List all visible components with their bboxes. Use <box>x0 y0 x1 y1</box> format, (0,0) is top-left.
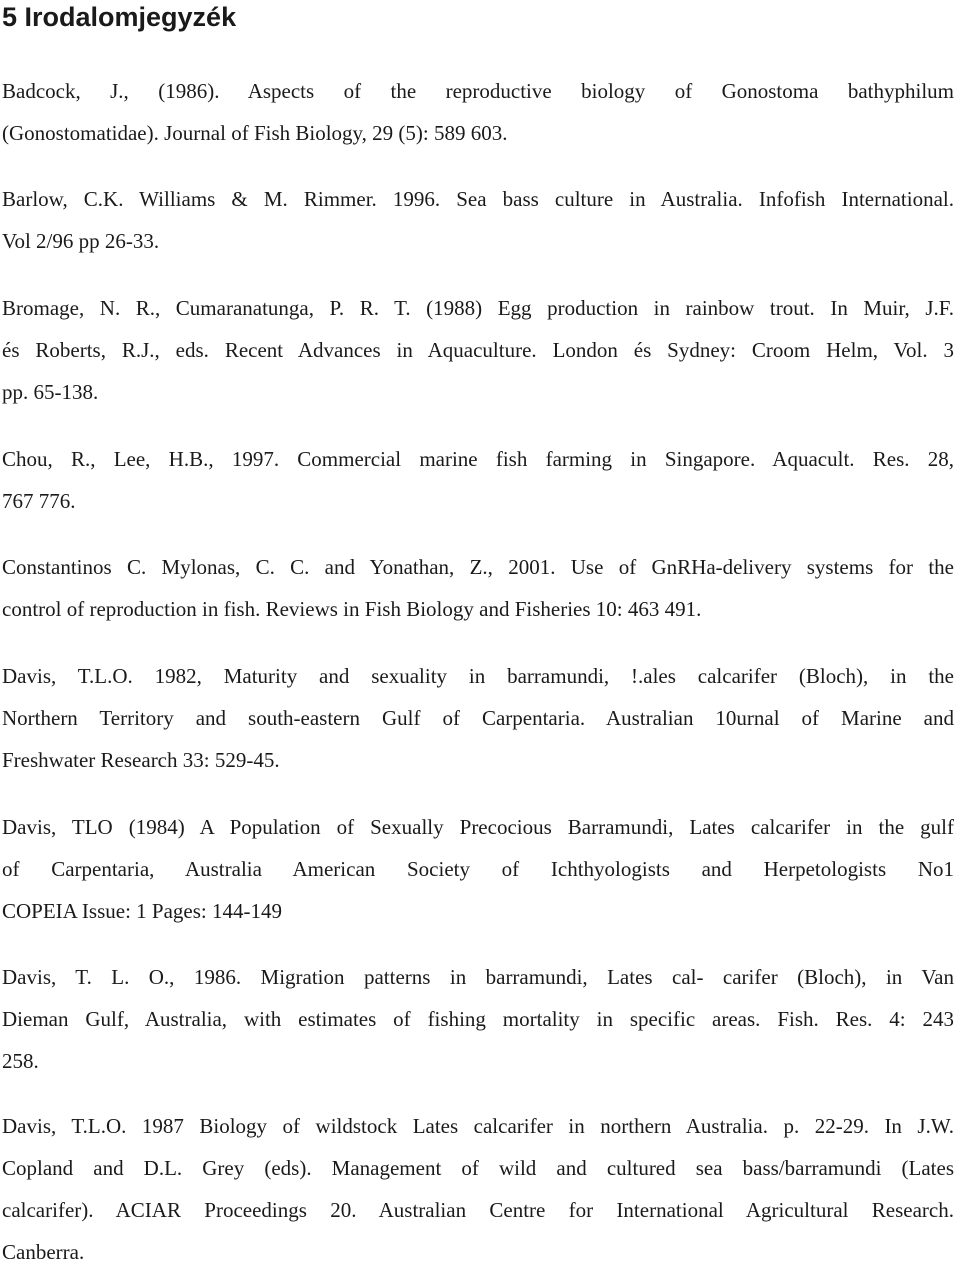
reference-line: control of reproduction in fish. Reviews in Fish Biology and Fisheries 10: 463 491. <box>2 597 702 621</box>
reference-line: (Gonostomatidae). Journal of Fish Biology, 29 (5): 589 603. <box>2 121 508 145</box>
reference-line: Badcock, J., (1986). Aspects of the reproductive biology of Gonostoma bathyphilum <box>2 79 954 103</box>
reference-line: Freshwater Research 33: 529-45. <box>2 748 280 772</box>
reference-entry <box>2 70 954 154</box>
reference-line: Davis, T.L.O. 1987 Biology of wildstock Lates calcarifer in northern Australia. p. 22-29. In J.W. <box>2 1114 954 1138</box>
reference-entry <box>2 287 954 413</box>
reference-line: pp. 65-138. <box>2 380 99 404</box>
reference-line: Vol 2/96 pp 26-33. <box>2 229 160 253</box>
reference-line: Copland and D.L. Grey (eds). Management of wild and cultured sea bass/barramundi (Lates <box>2 1156 954 1180</box>
reference-entry <box>2 1105 954 1273</box>
reference-line: Constantinos C. Mylonas, C. C. and Yonathan, Z., 2001. Use of GnRHa-delivery systems for the <box>2 555 954 579</box>
reference-line: Davis, T.L.O. 1982, Maturity and sexuality in barramundi, !.ales calcarifer (Bloch), in the <box>2 664 954 688</box>
reference-line: Northern Territory and south-eastern Gulf of Carpentaria. Australian 10urnal of Marine and <box>2 706 954 730</box>
reference-line: Chou, R., Lee, H.B., 1997. Commercial marine fish farming in Singapore. Aquacult. Res. 28, <box>2 447 954 471</box>
reference-line: Bromage, N. R., Cumaranatunga, P. R. T. (1988) Egg production in rainbow trout. In Muir, J.F. <box>2 296 954 320</box>
reference-entry <box>2 438 954 522</box>
reference-line: Dieman Gulf, Australia, with estimates of fishing mortality in specific areas. Fish. Res. 4: 243 <box>2 1007 954 1031</box>
reference-entry <box>2 655 954 781</box>
reference-entry <box>2 806 954 932</box>
reference-line: 767 776. <box>2 489 76 513</box>
reference-line: calcarifer). ACIAR Proceedings 20. Australian Centre for International Agricultural Research. <box>2 1198 954 1222</box>
reference-line: 258. <box>2 1049 39 1073</box>
reference-line: Canberra. <box>2 1240 85 1264</box>
reference-line: of Carpentaria, Australia American Society of Ichthyologists and Herpetologists No1 <box>2 857 954 881</box>
reference-entry <box>2 178 954 262</box>
reference-line: és Roberts, R.J., eds. Recent Advances in Aquaculture. London és Sydney: Croom Helm, Vol. 3 <box>2 338 954 362</box>
reference-entry <box>2 956 954 1082</box>
reference-line: Davis, TLO (1984) A Population of Sexually Precocious Barramundi, Lates calcarifer in the gulf <box>2 815 954 839</box>
reference-line: Barlow, C.K. Williams & M. Rimmer. 1996. Sea bass culture in Australia. Infofish International. <box>2 187 954 211</box>
reference-entry <box>2 546 954 630</box>
reference-line: Davis, T. L. O., 1986. Migration patterns in barramundi, Lates cal- carifer (Bloch), in Van <box>2 965 954 989</box>
reference-line: COPEIA Issue: 1 Pages: 144-149 <box>2 899 282 923</box>
section-heading: 5 Irodalomjegyzék <box>2 2 237 32</box>
